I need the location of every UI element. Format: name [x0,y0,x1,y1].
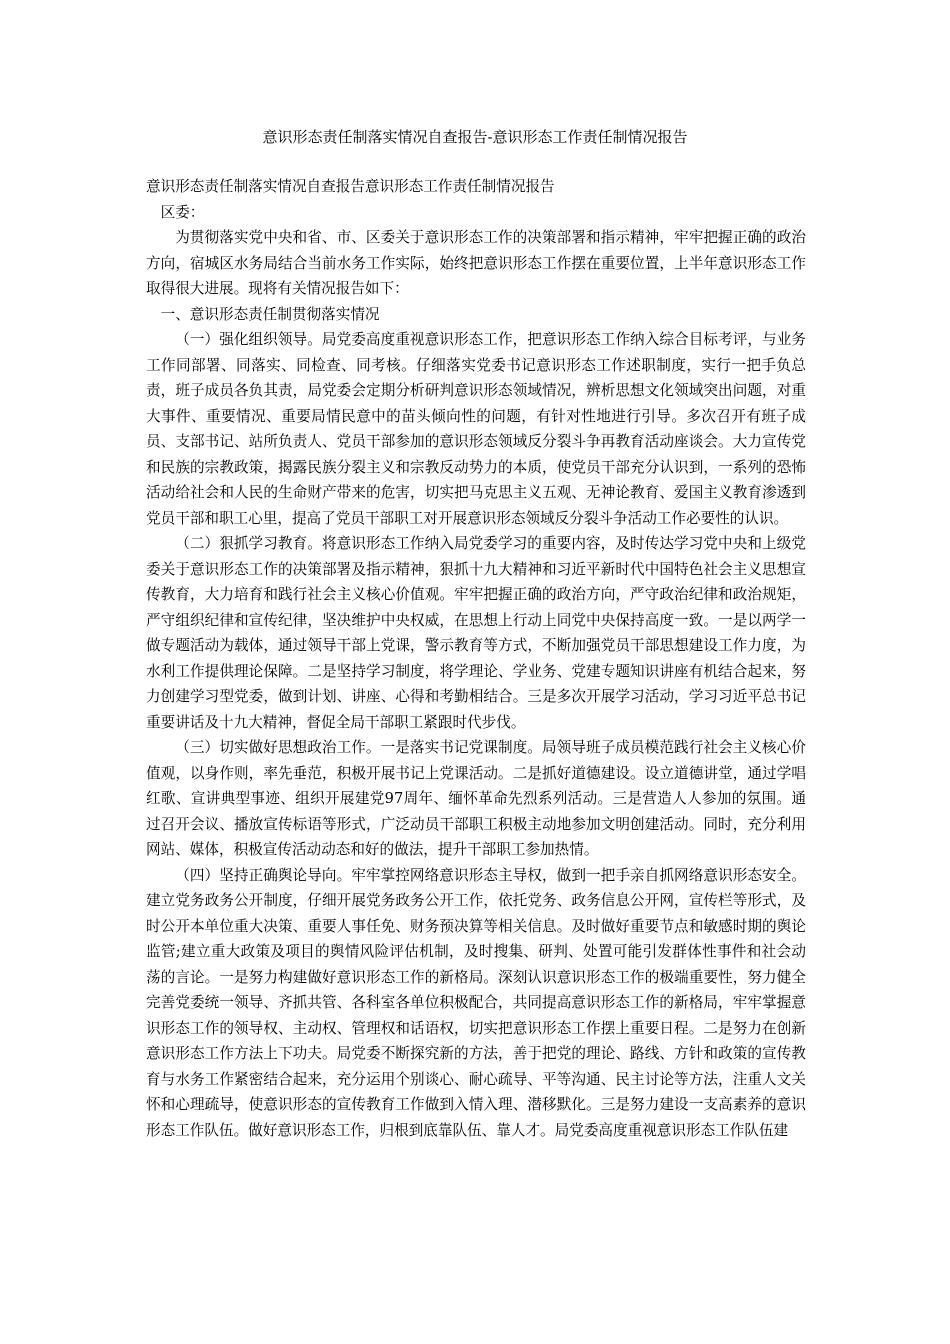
paragraph-public-opinion: （四）坚持正确舆论导向。牢牢掌控网络意识形态主导权，做到一把手亲自抓网络意识形态安全。建立党务政务公开制度，仔细开展党务政务公开工作，依托党务、政务信息公开网，宣传栏等形式，及时公开本单位重大决策、重要人事任免、财务预决算等相关信息。及时做好重要节点和敏感时期的舆论监管;建立重大政策及项目的舆情风险评估机制，及时搜集、研判、处置可能引发群体性事件和社会动荡的言论。一是努力构建做好意识形态工作的新格局。深刻认识意识形态工作的极端重要性，努力健全完善党委统一领导、齐抓共管、各科室各单位积极配合，共同提高意识形态工作的新格局，牢牢掌握意识形态工作的领导权、主动权、管理权和话语权，切实把意识形态工作摆上重要日程。二是努力在创新意识形态工作方法上下功夫。局党委不断探究新的方法，善于把党的理论、路线、方针和政策的宣传教育与水务工作紧密结合起来，充分运用个别谈心、耐心疏导、平等沟通、民主讨论等方法，注重人文关怀和心理疏导，使意识形态的宣传教育工作做到入情入理、潜移默化。三是努力建设一支高素养的意识形态工作队伍。做好意识形态工作，归根到底靠队伍、靠人才。局党委高度重视意识形态工作队伍建 [146,866,806,1139]
paragraph-study: （二）狠抓学习教育。将意识形态工作纳入局党委学习的重要内容，及时传达学习党中央和上级党委关于意识形态工作的决策部署及指示精神，狠抓十九大精神和习近平新时代中国特色社会主义思想宣传教育，大力培育和践行社会主义核心价值观。牢牢把握正确的政治方向，严守政治纪律和政治规矩，严守组织纪律和宣传纪律，坚决维护中央权威，在思想上行动上同党中央保持高度一致。一是以两学一做专题活动为载体，通过领导干部上党课，警示教育等方式，不断加强党员干部思想建设工作力度，为水利工作提供理论保障。二是坚持学习制度，将学理论、学业务、党建专题知识讲座有机结合起来，努力创建学习型党委，做到计划、讲座、心得和考勤相结合。三是多次开展学习活动，学习习近平总书记重要讲话及十九大精神，督促全局干部职工紧跟时代步伐。 [146,535,806,731]
document-subtitle: 意识形态责任制落实情况自查报告意识形态工作责任制情况报告 [146,178,555,195]
salutation: 区委： [160,203,205,221]
paragraph-ideology-work: （三）切实做好思想政治工作。一是落实书记党课制度。局领导班子成员模范践行社会主义核心价值观，以身作则，率先垂范，积极开展书记上党课活动。二是抓好道德建设。设立道德讲堂，通过学唱红歌、宣讲典型事迹、组织开展建党97周年、缅怀革命先烈系列活动。三是营造人人参加的氛围。通过召开会议、播放宣传标语等形式，广泛动员干部职工积极主动地参加文明创建活动。同时，充分利用网站、媒体，积极宣传活动动态和好的做法，提升干部职工参加热情。 [146,739,806,858]
paragraph-organization: （一）强化组织领导。局党委高度重视意识形态工作，把意识形态工作纳入综合目标考评，与业务工作同部署、同落实、同检查、同考核。仔细落实党委书记意识形态工作述职制度，实行一把手负总责，班子成员各负其责，局党委会定期分析研判意识形态领域情况，辨析思想文化领域突出问题，对重大事件、重要情况、重要局情民意中的苗头倾向性的问题，有针对性地进行引导。多次召开有班子成员、支部书记、站所负责人、党员干部参加的意识形态领域反分裂斗争再教育活动座谈会。大力宣传党和民族的宗教政策，揭露民族分裂主义和宗教反动势力的本质，使党员干部充分认识到，一系列的恐怖活动给社会和人民的生命财产带来的危害，切实把马克思主义五观、无神论教育、爱国主义教育渗透到党员干部和职工心里，提高了党员干部职工对开展意识形态领域反分裂斗争活动工作必要性的认识。 [146,331,806,527]
document-title: 意识形态责任制落实情况自查报告-意识形态工作责任制情况报告 [262,128,688,146]
document-body [146,174,806,1143]
intro-paragraph: 为贯彻落实党中央和省、市、区委关于意识形态工作的决策部署和指示精神，牢牢把握正确的政治方向，宿城区水务局结合当前水务工作实际，始终把意识形态工作摆在重要位置，上半年意识形态工作取得很大进展。现将有关情况报告如下： [146,229,806,297]
section-heading: 一、意识形态责任制贯彻落实情况 [160,305,380,323]
